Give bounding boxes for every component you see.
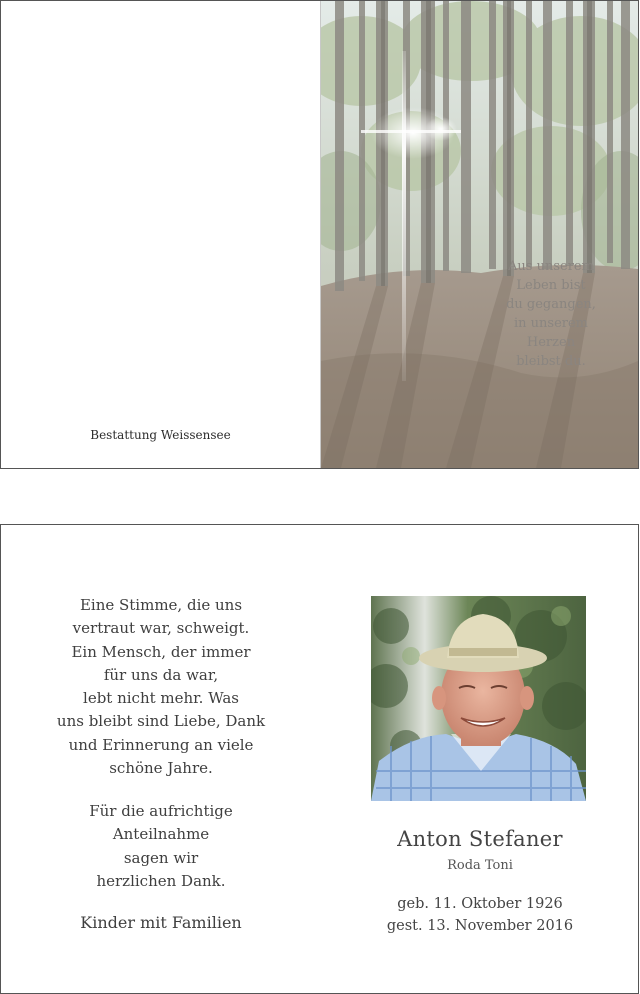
card-front <box>0 0 639 469</box>
poem-line: schöne Jahre. <box>109 759 213 778</box>
forest-cross-picture <box>321 1 638 468</box>
forest-cover-image <box>321 1 638 468</box>
poem-line: uns bleibt sind Liebe, Dank <box>56 712 266 731</box>
thanks-line: herzlichen Dank. <box>96 871 226 890</box>
deceased-nickname: Roda Toni <box>447 858 513 873</box>
thanks-message <box>37 800 285 893</box>
deceased-name: Anton Stefaner <box>397 827 563 851</box>
poem-line: lebt nicht mehr. Was <box>83 689 239 708</box>
front-quote <box>481 257 621 371</box>
poem <box>37 594 285 780</box>
quote-line: Aus unserem <box>508 259 594 274</box>
thanks-line: Für die aufrichtige <box>89 802 233 820</box>
poem-line: und Erinnerung an viele <box>68 735 254 754</box>
life-dates <box>341 893 619 937</box>
portrait-photo <box>371 596 586 801</box>
quote-line: du gegangen, <box>506 297 596 312</box>
quote-line: Leben bist <box>516 278 586 293</box>
death-date: gest. 13. November 2016 <box>386 918 574 934</box>
poem-line: für uns da war, <box>103 665 219 684</box>
quote-line: Herzen <box>526 335 576 350</box>
back-cover <box>1 1 321 468</box>
birth-date: geb. 11. Oktober 1926 <box>397 896 563 912</box>
poem-line: Ein Mensch, der immer <box>71 642 251 661</box>
funeral-home-name: Bestattung Weissensee <box>90 428 231 442</box>
poem-line: vertraut war, schweigt. <box>72 619 250 638</box>
poem-line: Eine Stimme, die uns <box>79 596 243 614</box>
family-signature: Kinder mit Familien <box>80 913 242 932</box>
thanks-line: sagen wir <box>123 848 199 867</box>
thanks-line: Anteilnahme <box>112 825 210 844</box>
portrait-picture <box>371 596 586 801</box>
quote-line: in unserem <box>513 316 588 331</box>
card-inside <box>0 524 639 994</box>
quote-line: bleibst du. <box>516 354 586 369</box>
